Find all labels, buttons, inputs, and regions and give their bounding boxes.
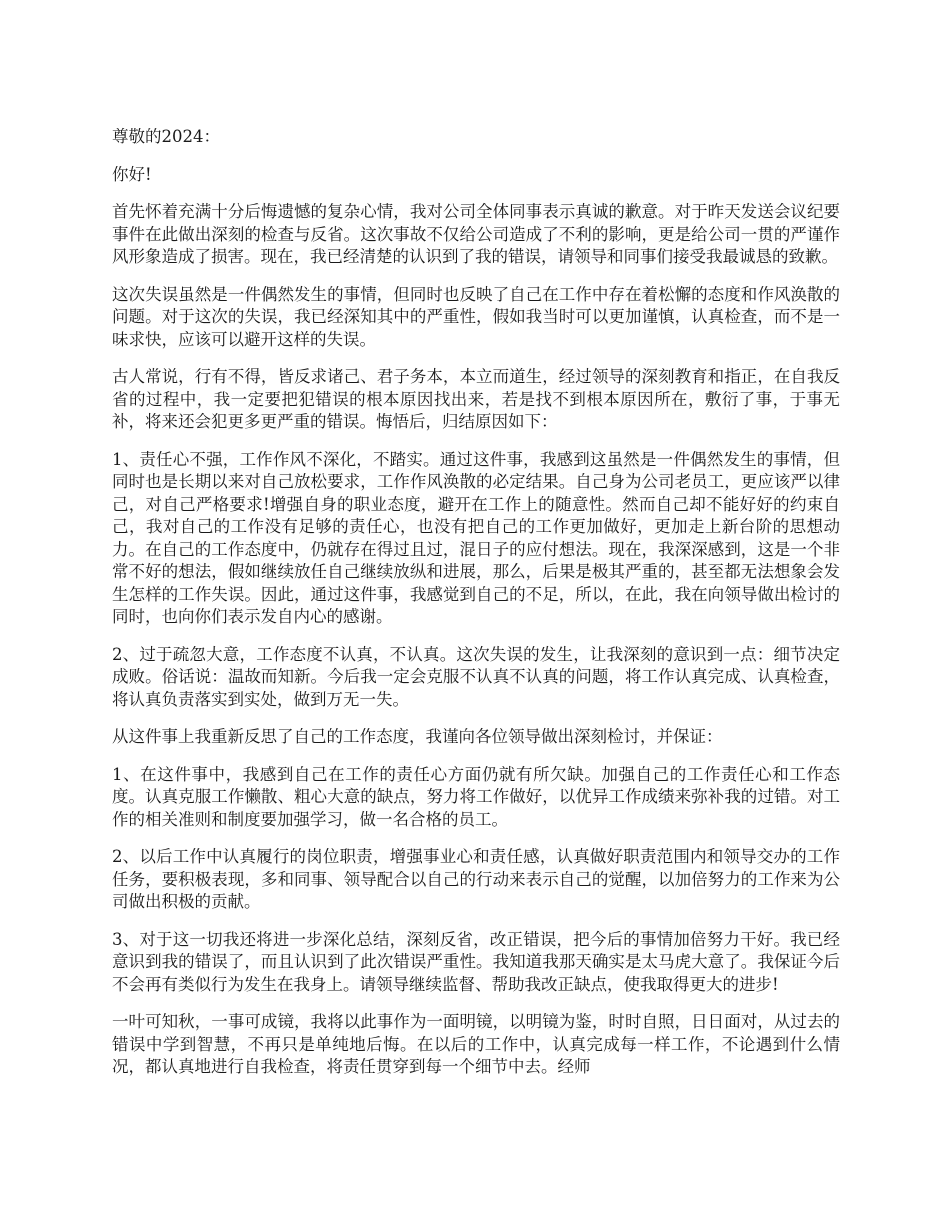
paragraph-5: 2、过于疏忽大意，工作态度不认真，不认真。这次失误的发生，让我深刻的意识到一点：细节决定成败。俗话说：温故而知新。今后我一定会克服不认真不认真的问题，将工作认真完成、认真检查，将认真负责落实到实处，做到万无一失。 [112, 644, 840, 709]
paragraph-4: 1、责任心不强，工作作风不深化，不踏实。通过这件事，我感到这虽然是一件偶然发生的事情，但同时也是长期以来对自己放松要求，工作作风涣散的必定结果。自己身为公司老员工，更应该严以律己，对自己严格要求!增强自身的职业态度，避开在工作上的随意性。然而自己却不能好好的约束自己，我对自己的工作没有足够的责任心，也没有把自己的工作更加做好，更加走上新台阶的思想动力。在自己的工作态度中，仍就存在得过且过，混日子的应付想法。现在，我深深感到，这是一个非常不好的想法，假如继续放任自己继续放纵和进展，那么，后果是极其严重的，甚至都无法想象会发生怎样的工作失误。因此，通过这件事，我感觉到自己的不足，所以，在此，我在向领导做出检讨的同时，也向你们表示发自内心的感谢。 [112, 449, 840, 626]
paragraph-8: 2、以后工作中认真履行的岗位职责，增强事业心和责任感，认真做好职责范围内和领导交办的工作任务，要积极表现，多和同事、领导配合以自己的行动来表示自己的觉醒，以加倍努力的工作来为公司做出积极的贡献。 [112, 847, 840, 911]
document-body [112, 126, 840, 1094]
salutation: 尊敬的2024： [112, 127, 220, 146]
greeting: 你好! [112, 164, 152, 184]
paragraph-7: 1、在这件事中，我感到自己在工作的责任心方面仍就有所欠缺。加强自己的工作责任心和工作态度。认真克服工作懒散、粗心大意的缺点，努力将工作做好，以优异工作成绩来弥补我的过错。对工作的相关准则和制度要加强学习，做一名合格的员工。 [112, 764, 840, 829]
paragraph-1: 首先怀着充满十分后悔遗憾的复杂心情，我对公司全体同事表示真诚的歉意。对于昨天发送会议纪要事件在此做出深刻的检查与反省。这次事故不仅给公司造成了不利的影响，更是给公司一贯的严谨作风形象造成了损害。现在，我已经清楚的认识到了我的错误，请领导和同事们接受我最诚恳的致歉。 [112, 202, 840, 266]
paragraph-6: 从这件事上我重新反思了自己的工作态度，我谨向各位领导做出深刻检讨，并保证： [112, 727, 723, 746]
paragraph-10: 一叶可知秋，一事可成镜，我将以此事作为一面明镜，以明镜为鉴，时时自照，日日面对，从过去的错误中学到智慧，不再只是单纯地后悔。在以后的工作中，认真完成每一样工作，不论遇到什么情况，都认真地进行自我检查，将责任贯穿到每一个细节中去。经师 [112, 1012, 840, 1076]
paragraph-9: 3、对于这一切我还将进一步深化总结，深刻反省，改正错误，把今后的事情加倍努力干好。我已经意识到我的错误了，而且认识到了此次错误严重性。我知道我那天确实是太马虎大意了。我保证今后不会再有类似行为发生在我身上。请领导继续监督、帮助我改正缺点，使我取得更大的进步! [112, 929, 840, 994]
paragraph-3: 古人常说，行有不得，皆反求诸己、君子务本，本立而道生，经过领导的深刻教育和指正，在自我反省的过程中，我一定要把犯错误的根本原因找出来，若是找不到根本原因所在，敷衍了事，于事无补，将来还会犯更多更严重的错误。悔悟后，归结原因如下： [112, 367, 840, 431]
paragraph-2: 这次失误虽然是一件偶然发生的事情，但同时也反映了自己在工作中存在着松懈的态度和作风涣散的问题。对于这次的失误，我已经深知其中的严重性，假如我当时可以更加谨慎，认真检查，而不是一味求快，应该可以避开这样的失误。 [112, 284, 840, 349]
